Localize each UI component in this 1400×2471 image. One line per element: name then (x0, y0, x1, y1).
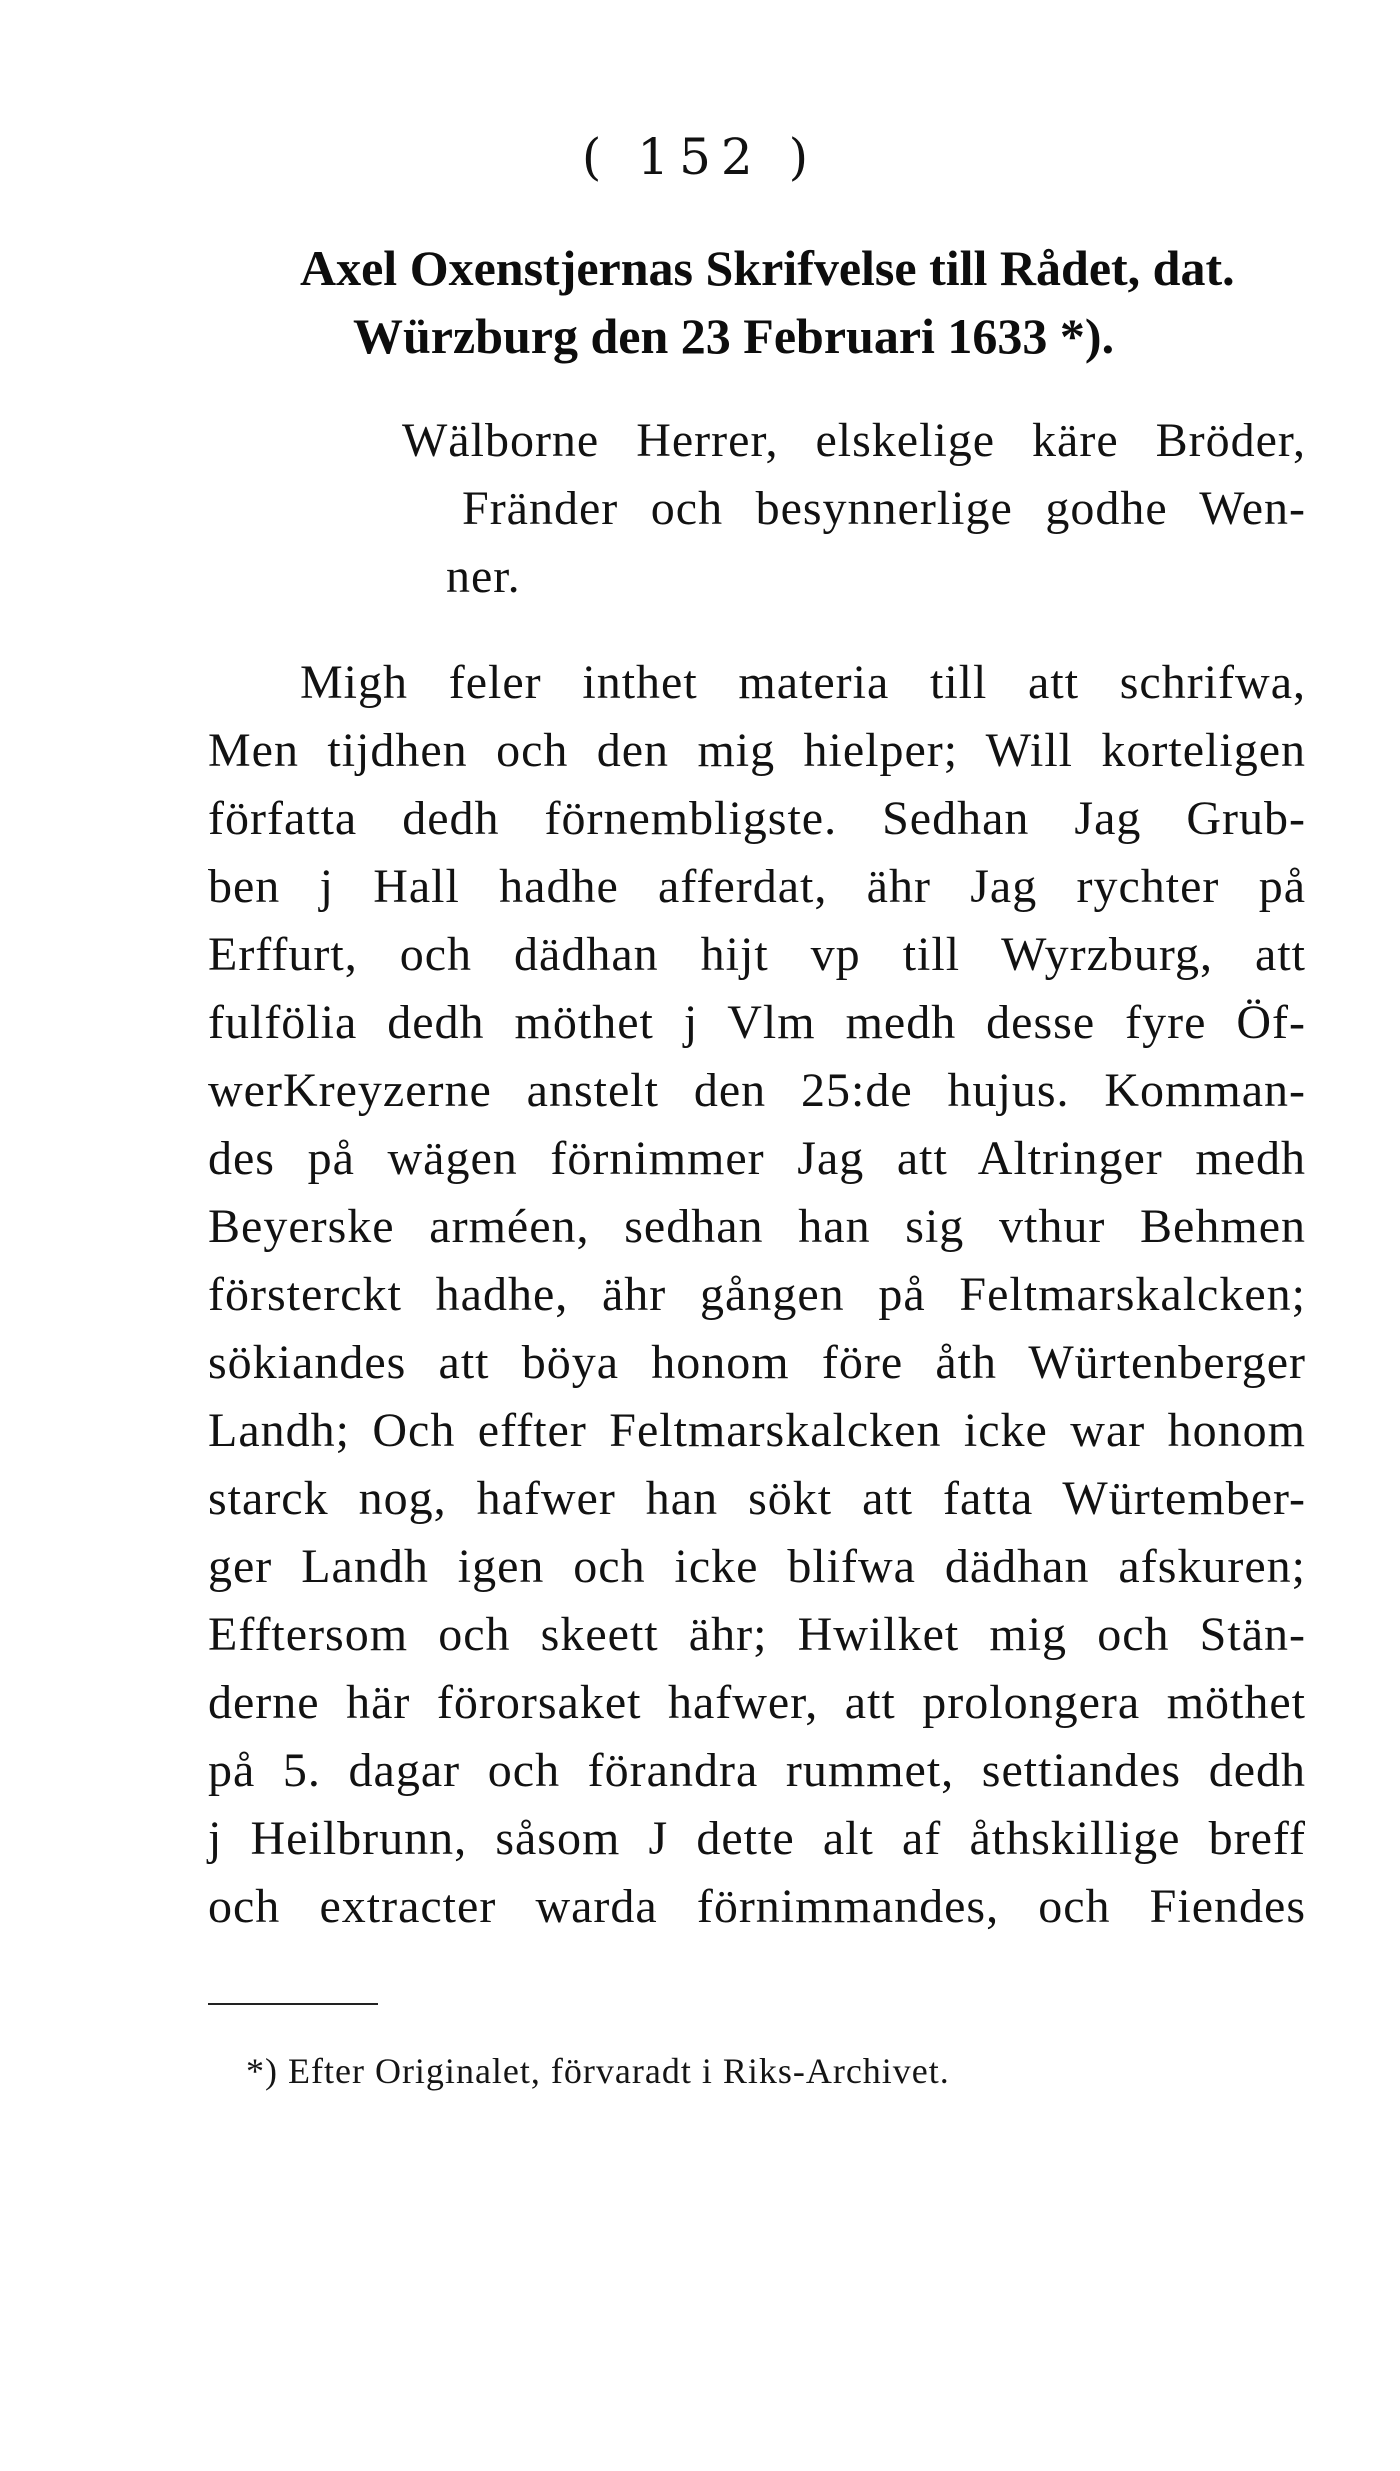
body-line: Men tijdhen och den mig hielper; Will korteligen (208, 724, 1306, 777)
salutation-line: Wälborne Herrer, elskelige käre Bröder, (402, 414, 1306, 467)
salutation-line: Fränder och besynnerlige godhe Wen- (462, 482, 1306, 535)
body-line: författa dedh förnembligste. Sedhan Jag Grub- (208, 792, 1306, 845)
heading-line-2: Würzburg den 23 Februari 1633 *). (353, 308, 1115, 364)
salutation-line: ner. (446, 550, 521, 603)
body-line: des på wägen förnimmer Jag att Altringer medh (208, 1132, 1306, 1185)
body-line: ger Landh igen och icke blifwa dädhan afskuren; (208, 1540, 1306, 1593)
footnote-divider (208, 2003, 378, 2005)
body-line: j Heilbrunn, såsom J dette alt af åthskillige breff (208, 1812, 1306, 1865)
heading-line-1: Axel Oxenstjernas Skrifvelse till Rådet, dat. (300, 240, 1235, 296)
body-line: Landh; Och effter Feltmarskalcken icke war honom (208, 1404, 1306, 1457)
body-line: fulfölia dedh möthet j Vlm medh desse fyre Öf- (208, 996, 1306, 1049)
body-line: ben j Hall hadhe afferdat, ähr Jag rychter på (208, 860, 1306, 913)
body-line: Migh feler inthet materia till att schrifwa, (300, 656, 1306, 709)
body-line: derne här förorsaket hafwer, att prolongera möthet (208, 1676, 1306, 1729)
footnote (246, 2046, 950, 2096)
body-line: försterckt hadhe, ähr gången på Feltmarskalcken; (208, 1268, 1306, 1321)
body-line: Erffurt, och dädhan hijt vp till Wyrzburg, att (208, 928, 1306, 981)
body-line: starck nog, hafwer han sökt att fatta Würtember- (208, 1472, 1306, 1525)
body-line: Beyerske arméen, sedhan han sig vthur Behmen (208, 1200, 1306, 1253)
body-line: på 5. dagar och förandra rummet, settiandes dedh (208, 1744, 1306, 1797)
body-line: Efftersom och skeett ähr; Hwilket mig och Stän- (208, 1608, 1306, 1661)
body-line: och extracter warda förnimmandes, och Fiendes (208, 1880, 1306, 1933)
body-line: sökiandes att böya honom före åth Würtenberger (208, 1336, 1306, 1389)
body-line: werKreyzerne anstelt den 25:de hujus. Komman- (208, 1064, 1306, 1117)
footnote-marker: *) (246, 2051, 278, 2091)
page-number: ( 152 ) (581, 128, 819, 186)
footnote-text: Efter Originalet, förvaradt i Riks-Archivet. (288, 2051, 950, 2091)
